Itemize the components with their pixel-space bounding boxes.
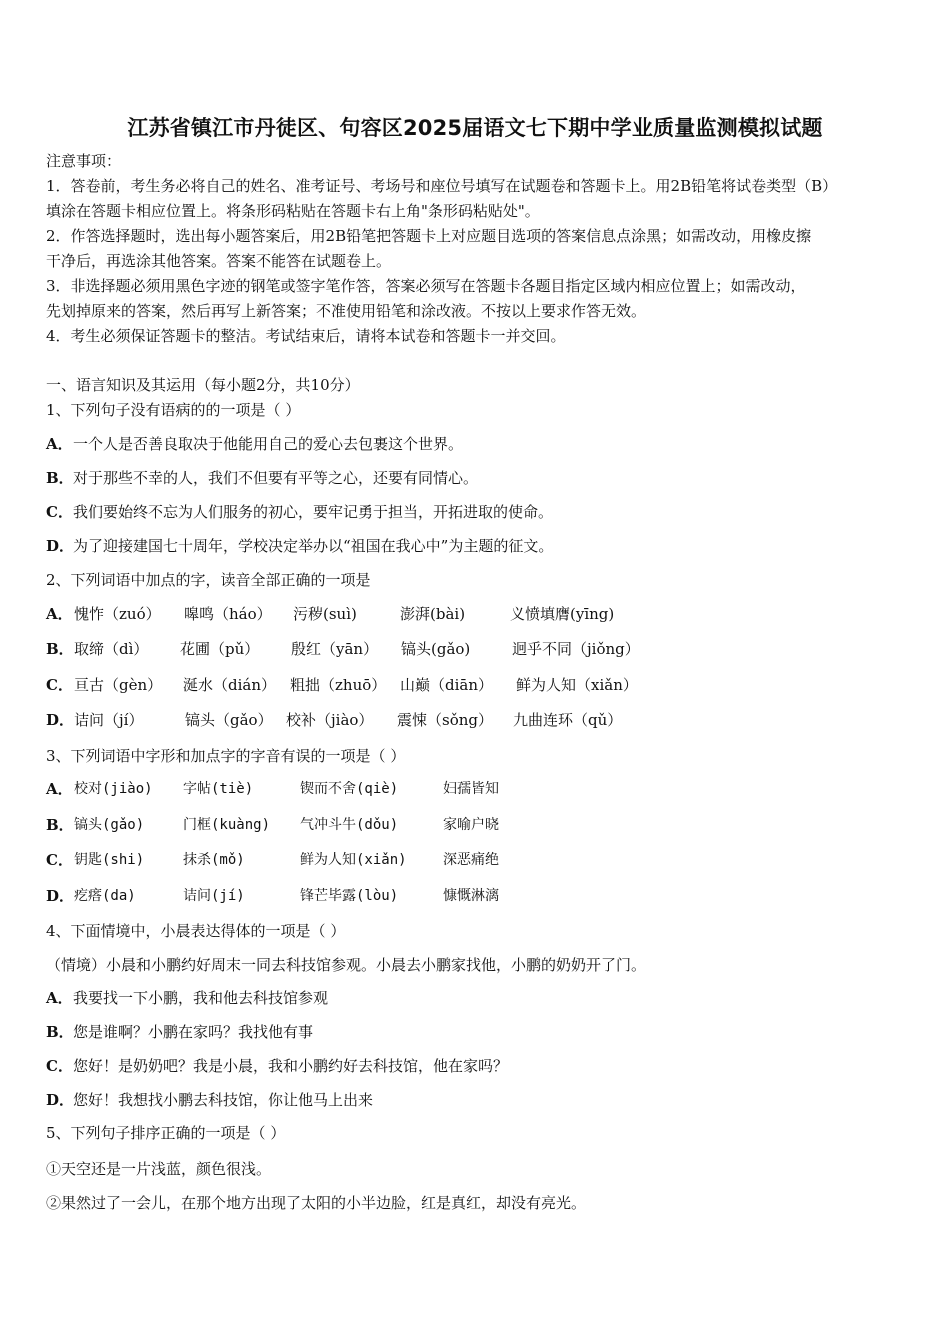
option-item: 亘古（gèn） [74, 676, 163, 694]
option-label: A． [46, 435, 73, 453]
q3-option-c [46, 850, 926, 870]
option-item: 粗拙（zhuō） [290, 676, 387, 694]
option-label: D． [46, 711, 75, 729]
option-item: 校补（jiào） [286, 711, 374, 729]
option-label: B． [46, 816, 74, 834]
option-item: 义愤填膺(yīng) [510, 605, 615, 623]
option-label: B． [46, 640, 74, 658]
option-item: 锋芒毕露(lòu) [300, 888, 399, 904]
option-label: A． [46, 780, 73, 798]
option-item: 震悚（sǒng） [397, 711, 493, 729]
option-label: A． [46, 605, 73, 623]
notice-line: 3．非选择题必须用黑色字迹的钢笔或签字笔作答，答案必须写在答题卡各题目指定区域内相应位置上；如需改动， [46, 277, 806, 295]
option-text: 我要找一下小鹏，我和他去科技馆参观 [73, 989, 329, 1007]
option-label: B． [46, 469, 74, 487]
option-label: D． [46, 537, 75, 555]
q4-option-a [46, 988, 328, 1008]
notice-line: 填涂在答题卡相应位置上。将条形码粘贴在答题卡右上角"条形码粘贴处"。 [46, 202, 540, 220]
option-item: 深恶痛绝 [443, 852, 499, 868]
option-item: 气冲斗牛(dǒu) [300, 817, 399, 833]
q1-option-d [46, 536, 553, 556]
option-item: 慷慨淋漓 [443, 888, 499, 904]
option-label: C． [46, 851, 73, 869]
notice-heading: 注意事项： [46, 152, 122, 170]
q4-option-b [46, 1022, 313, 1042]
option-item: 疙瘩(da) [74, 888, 136, 904]
question-1-stem: 1、下列句子没有语病的的一项是（ ） [46, 401, 301, 419]
q2-option-a [46, 604, 926, 624]
option-item: 污秽(suì) [293, 605, 357, 623]
option-item: 九曲连环（qǔ） [513, 711, 623, 729]
option-text: 您好！我想找小鹏去科技馆，你让他马上出来 [73, 1091, 374, 1109]
option-label: D． [46, 1091, 75, 1109]
option-text: 为了迎接建国七十周年，学校决定举办以“祖国在我心中”为主题的征文。 [73, 537, 554, 555]
option-text: 您好！是奶奶吧？我是小晨，我和小鹏约好去科技馆，他在家吗？ [73, 1057, 509, 1075]
option-label: D． [46, 887, 75, 905]
option-label: C． [46, 1057, 73, 1075]
q1-option-c [46, 502, 553, 522]
q1-option-a [46, 434, 463, 454]
notice-line: 4．考生必须保证答题卡的整洁。考试结束后，请将本试卷和答题卡一并交回。 [46, 327, 566, 345]
option-item: 诘问（jí） [74, 711, 144, 729]
q3-option-a [46, 779, 926, 799]
q2-option-d [46, 710, 926, 730]
option-item: 镐头(gǎo) [74, 817, 145, 833]
option-item: 花圃（pǔ） [180, 640, 260, 658]
page-title: 江苏省镇江市丹徒区、句容区2025届语文七下期中学业质量监测模拟试题 [127, 116, 823, 140]
option-item: 字帖(tiè) [183, 781, 254, 797]
q4-option-c [46, 1056, 508, 1076]
q3-option-d [46, 886, 926, 906]
notice-line: 1．答卷前，考生务必将自己的姓名、准考证号、考场号和座位号填写在试题卷和答题卡上。用2B铅笔将试卷类型（B） [46, 177, 838, 195]
option-item: 愧怍（zuó） [74, 605, 161, 623]
q4-option-d [46, 1090, 373, 1110]
q2-option-b [46, 639, 926, 659]
q2-option-c [46, 675, 926, 695]
question-4-context: （情境）小晨和小鹏约好周末一同去科技馆参观。小晨去小鹏家找他，小鹏的奶奶开了门。 [46, 956, 647, 974]
sentence-item: ①天空还是一片浅蓝，颜色很浅。 [46, 1160, 272, 1178]
option-item: 涎水（dián） [183, 676, 277, 694]
question-3-stem: 3、下列词语中字形和加点字的字音有误的一项是（ ） [46, 747, 406, 765]
option-item: 诘问(jí) [183, 888, 245, 904]
section-heading: 一、语言知识及其运用（每小题2分，共10分） [46, 376, 360, 394]
option-label: B． [46, 1023, 74, 1041]
q1-option-b [46, 468, 478, 488]
option-item: 家喻户晓 [443, 817, 499, 833]
option-item: 抹杀(mǒ) [183, 852, 245, 868]
option-label: A． [46, 989, 73, 1007]
question-5-stem: 5、下列句子排序正确的一项是（ ） [46, 1124, 286, 1142]
option-item: 锲而不舍(qiè) [300, 781, 399, 797]
option-item: 迥乎不同（jiǒng） [512, 640, 640, 658]
option-text: 您是谁啊？小鹏在家吗？我找他有事 [73, 1023, 314, 1041]
notice-line: 2．作答选择题时，选出每小题答案后，用2B铅笔把答题卡上对应题目选项的答案信息点涂黑；如需改动，用橡皮擦 [46, 227, 812, 245]
option-item: 鲜为人知（xiǎn） [516, 676, 638, 694]
option-item: 取缔（dì） [74, 640, 149, 658]
question-4-stem: 4、下面情境中，小晨表达得体的一项是（ ） [46, 922, 346, 940]
option-text: 我们要始终不忘为人们服务的初心，要牢记勇于担当，开拓进取的使命。 [73, 503, 554, 521]
notice-line: 干净后，再选涂其他答案。答案不能答在试题卷上。 [46, 252, 392, 270]
sentence-item: ②果然过了一会儿，在那个地方出现了太阳的小半边脸，红是真红，却没有亮光。 [46, 1194, 587, 1212]
question-2-stem: 2、下列词语中加点的字，读音全部正确的一项是 [46, 571, 371, 589]
option-item: 镐头（gǎo） [185, 711, 273, 729]
option-item: 鲜为人知(xiǎn) [300, 852, 407, 868]
option-label: C． [46, 676, 73, 694]
option-item: 钥匙(shi) [74, 852, 145, 868]
option-item: 妇孺皆知 [443, 781, 499, 797]
q3-option-b [46, 815, 926, 835]
option-item: 镐头(gǎo) [401, 640, 471, 658]
option-item: 殷红（yān） [291, 640, 379, 658]
option-item: 校对(jiào) [74, 781, 153, 797]
option-item: 门框(kuàng) [183, 817, 271, 833]
option-item: 山巅（diān） [400, 676, 494, 694]
option-text: 对于那些不幸的人，我们不但要有平等之心，还要有同情心。 [73, 469, 479, 487]
notice-line: 先划掉原来的答案，然后再写上新答案；不准使用铅笔和涂改液。不按以上要求作答无效。 [46, 302, 647, 320]
option-text: 一个人是否善良取决于他能用自己的爱心去包裹这个世界。 [73, 435, 464, 453]
option-item: 澎湃(bài) [400, 605, 466, 623]
option-item: 嗥鸣（háo） [184, 605, 272, 623]
option-label: C． [46, 503, 73, 521]
